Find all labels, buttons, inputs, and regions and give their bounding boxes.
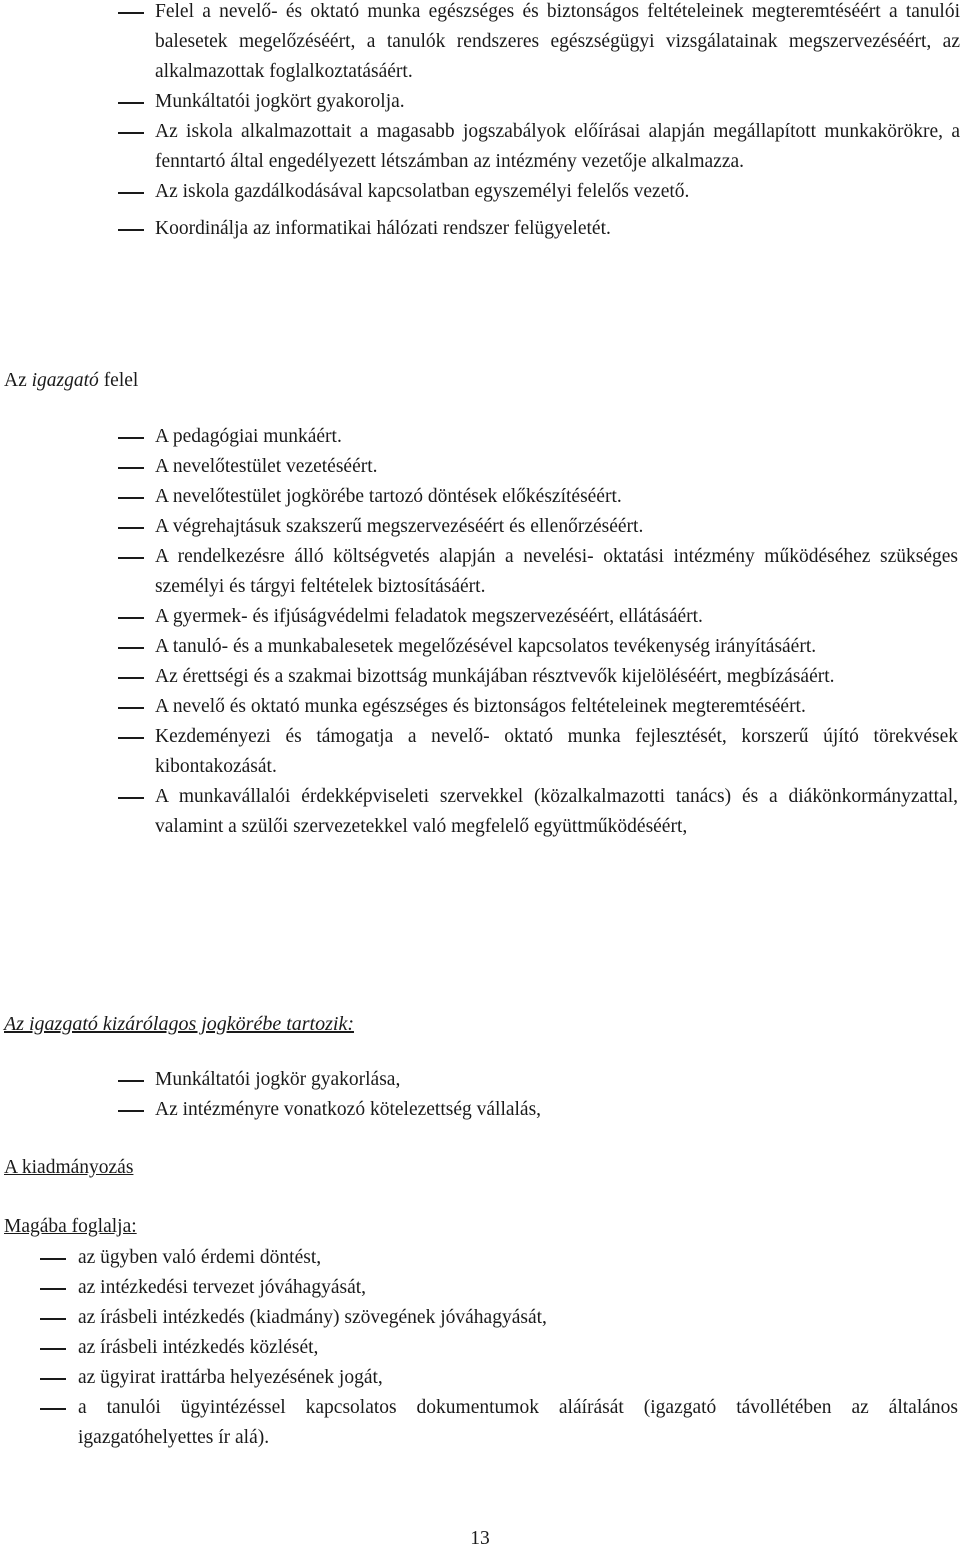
heading-italic-word: igazgató [31,370,99,391]
list-item: A munkavállalói érdekképviseleti szervekkel (közalkalmazotti tanács) és a diákönkormányzattal, valamint a szülői szervezetekkel való megfelelő együttműködéséért, [0,782,958,842]
heading-exclusive-authority: Az igazgató kizárólagos jogkörébe tartozik: [4,1013,354,1035]
responsibilities-list [0,422,960,842]
list-item: Az iskola alkalmazottait a magasabb jogszabályok előírásai alapján megállapított munkakörökre, a fenntartó által engedélyezett létszámban az intézmény vezetője alkalmazza. [0,117,960,177]
list-item: az írásbeli intézkedés közlését, [0,1333,958,1363]
list-item: az ügyirat irattárba helyezésének jogát, [0,1363,958,1393]
list-item: Az intézményre vonatkozó kötelezettség vállalás, [0,1095,958,1125]
list-item: A pedagógiai munkáért. [0,422,958,452]
list-item: Munkáltatói jogkört gyakorolja. [0,87,960,117]
list-item: Az iskola gazdálkodásával kapcsolatban egyszemélyi felelős vezető. [0,177,960,207]
includes-list [0,1243,960,1453]
list-item: az írásbeli intézkedés (kiadmány) szövegének jóváhagyását, [0,1303,958,1333]
includes-section [0,1243,960,1453]
list-item: Koordinálja az informatikai hálózati rendszer felügyeletét. [0,214,960,244]
duties-list-section [0,0,960,244]
list-item: a tanulói ügyintézéssel kapcsolatos dokumentumok aláírását (igazgató távollétében az általános igazgatóhelyettes ír alá). [0,1393,958,1453]
list-item: az ügyben való érdemi döntést, [0,1243,958,1273]
list-item: A végrehajtásuk szakszerű megszervezéséért és ellenőrzéséért. [0,512,958,542]
list-item: az intézkedési tervezet jóváhagyását, [0,1273,958,1303]
heading-director-responsible [4,366,138,396]
exclusive-authority-section [0,1065,960,1125]
list-item: A nevelőtestület jogkörébe tartozó döntések előkészítéséért. [0,482,958,512]
list-item: Az érettségi és a szakmai bizottság munkájában résztvevők kijelöléséért, megbízásáért. [0,662,958,692]
list-item: A gyermek- és ifjúságvédelmi feladatok megszervezéséért, ellátásáért. [0,602,958,632]
duties-list [0,0,960,244]
page-number: 13 [470,1528,490,1549]
list-item: Munkáltatói jogkör gyakorlása, [0,1065,958,1095]
heading-suffix: felel [98,370,139,391]
heading-issuance: A kiadmányozás [4,1157,134,1178]
heading-includes: Magába foglalja: [4,1216,137,1237]
list-item: A rendelkezésre álló költségvetés alapján a nevelési- oktatási intézmény működéséhez szükséges személyi és tárgyi feltételek biztosításáért. [0,542,958,602]
heading-prefix: Az [4,370,32,391]
list-item: Felel a nevelő- és oktató munka egészséges és biztonságos feltételeinek megteremtéséért a tanulói balesetek megelőzéséért, a tanulók rendszeres egészségügyi vizsgálatainak megszervezéséért, az alkalmazottak foglalkoztatásáért. [0,0,960,87]
list-item: A nevelő és oktató munka egészséges és biztonságos feltételeinek megteremtéséért. [0,692,958,722]
list-item: A tanuló- és a munkabalesetek megelőzésével kapcsolatos tevékenység irányításáért. [0,632,958,662]
responsibilities-section [0,422,960,842]
list-item: A nevelőtestület vezetéséért. [0,452,958,482]
exclusive-authority-list [0,1065,960,1125]
list-item: Kezdeményezi és támogatja a nevelő- oktató munka fejlesztését, korszerű újító törekvések kibontakozását. [0,722,958,782]
